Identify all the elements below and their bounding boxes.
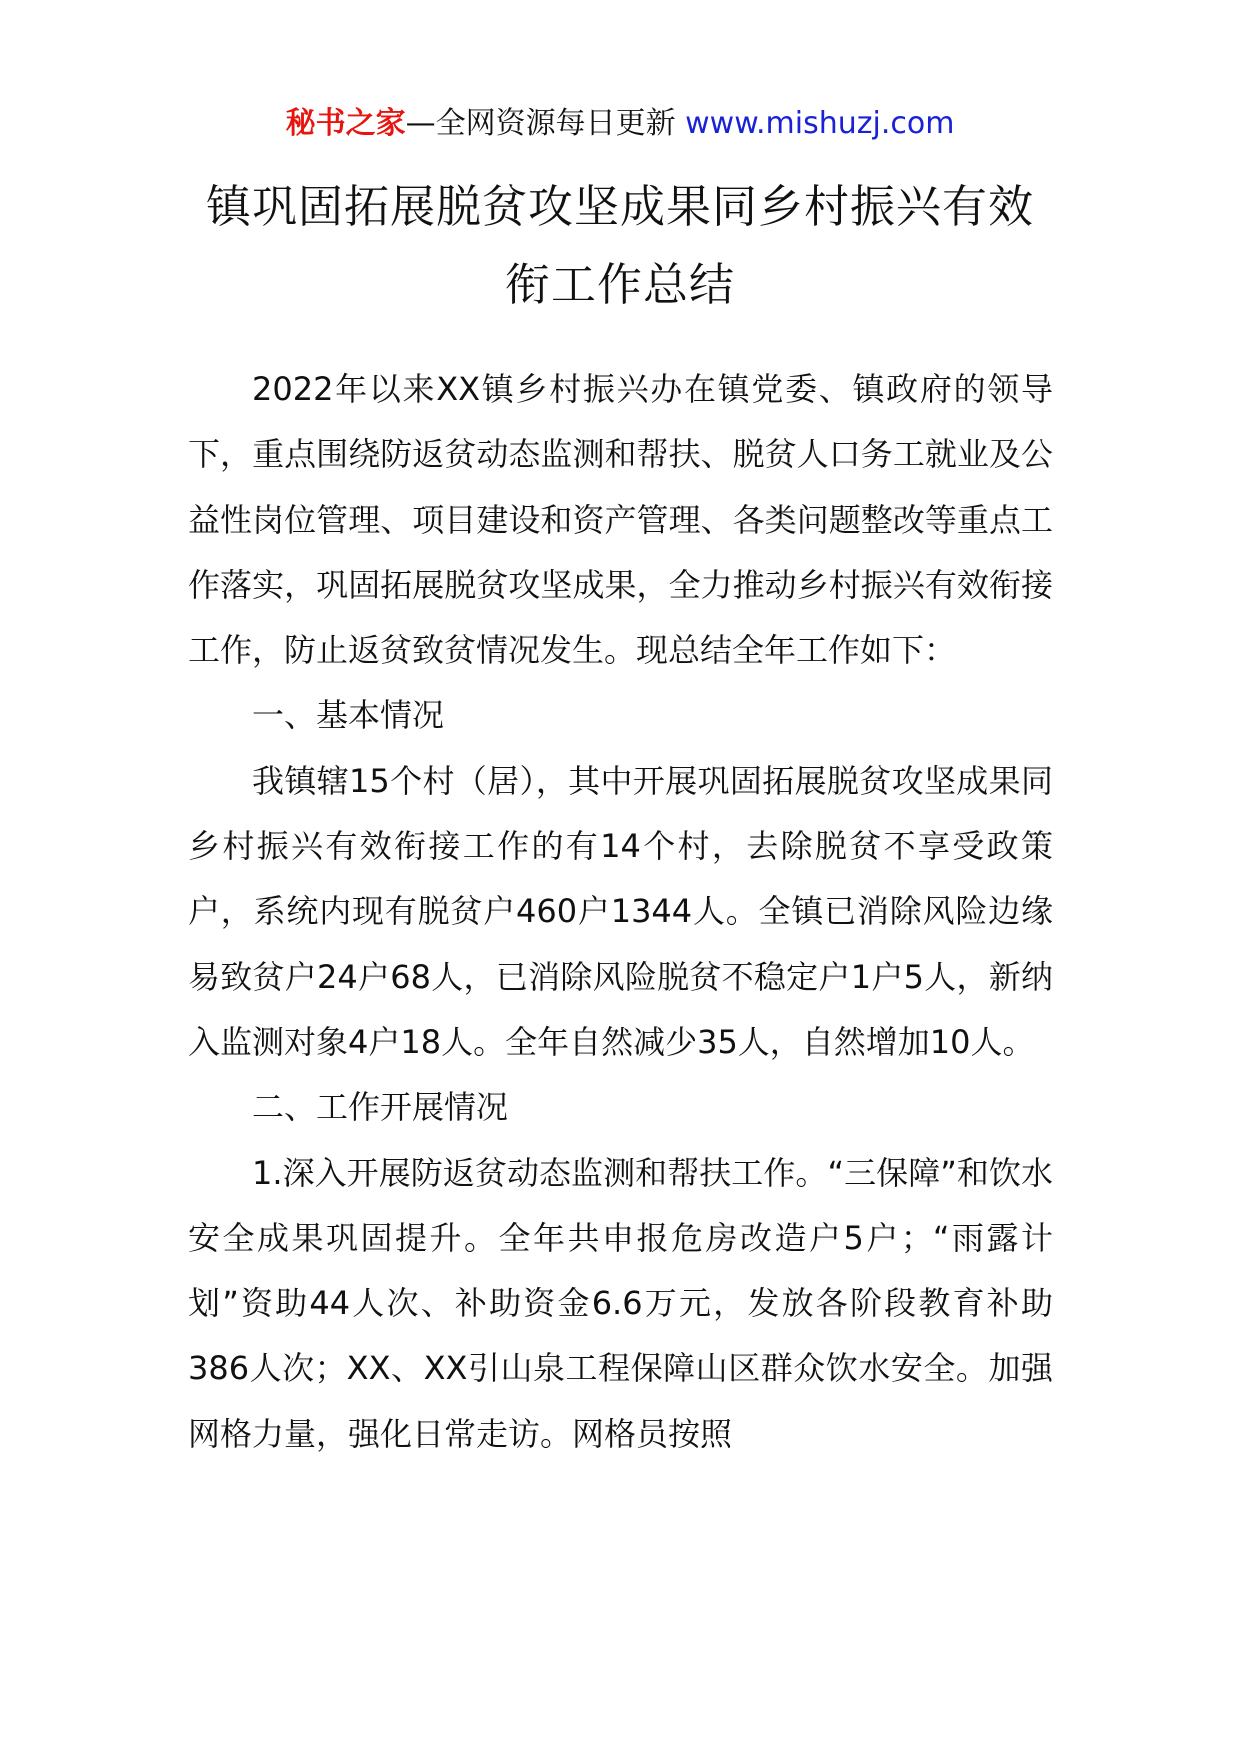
site-header (0, 104, 1240, 144)
document-title (160, 168, 1080, 324)
title-line-1: 镇巩固拓展脱贫攻坚成果同乡村振兴有效 (205, 180, 1034, 233)
title-line-2: 衔工作总结 (504, 258, 735, 311)
document-body (188, 357, 1053, 1467)
basic-situation-paragraph: 我镇辖15个村（居），其中开展巩固拓展脱贫攻坚成果同乡村振兴有效衔接工作的有14个村，去除脱贫不享受政策户，系统内现有脱贫户460户1344人。全镇已消除风险边缘易致贫户24户68人，已消除风险脱贫不稳定户1户5人，新纳入监测对象4户18人。全年自然减少35人，自然增加10人。 (188, 761, 1053, 1061)
site-tagline: —全网资源每日更新 (405, 106, 676, 141)
intro-paragraph: 2022年以来XX镇乡村振兴办在镇党委、镇政府的领导下，重点围绕防返贫动态监测和帮扶、脱贫人口务工就业及公益性岗位管理、项目建设和资产管理、各类问题整改等重点工作落实，巩固拓展脱贫攻坚成果，全力推动乡村振兴有效衔接工作，防止返贫致贫情况发生。现总结全年工作如下： (188, 370, 1053, 670)
section-heading-work: 二、工作开展情况 (252, 1088, 509, 1127)
site-brand[interactable]: 秘书之家 (285, 106, 406, 141)
section-heading-basic: 一、基本情况 (252, 696, 445, 735)
work-paragraph-1: 1.深入开展防返贫动态监测和帮扶工作。“三保障”和饮水安全成果巩固提升。全年共申报危房改造户5户；“雨露计划”资助44人次、补助资金6.6万元，发放各阶段教育补助386人次；XX、XX引山泉工程保障山区群众饮水安全。加强网格力量，强化日常走访。网格员按照 (188, 1153, 1053, 1453)
site-url-link[interactable]: www.mishuzj.com (685, 106, 955, 141)
